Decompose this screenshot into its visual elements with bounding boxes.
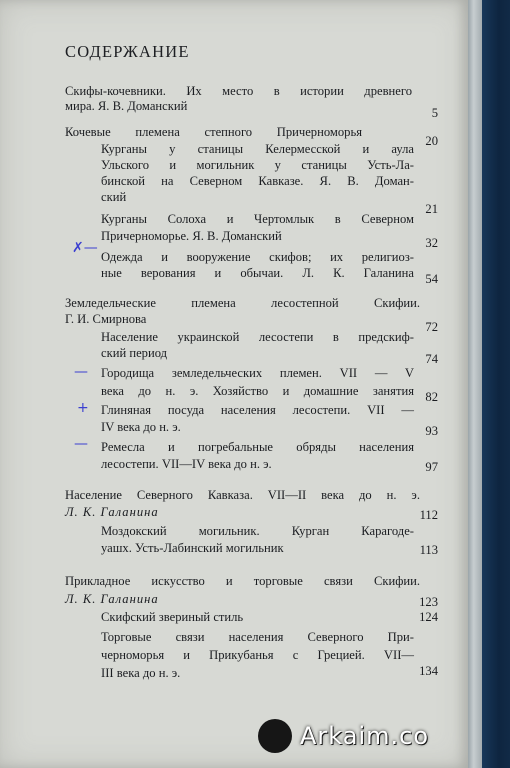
watermark [258,718,429,754]
pen-mark: — [74,436,88,452]
toc-page-number: 134 [419,664,438,678]
watermark-logo-icon [258,719,292,753]
toc-entry-text: уашх. Усть-Лабинский могильник [101,541,284,555]
toc-entry-text: века до н. э. Хозяйство и домашние занятия [101,384,414,398]
toc-entry-text: лесостепи. VII—IV века до н. э. [101,457,272,471]
toc-entry-text: Ремесла и погребальные обряды населения [101,440,414,454]
toc-entry-text: Одежда и вооружение скифов; их религиоз- [101,250,414,264]
toc-entry-text: мира. Я. В. Доманский [65,99,188,113]
toc-page-number: 74 [425,352,438,366]
toc-entry-text: Курганы у станицы Келермесской и аула [101,142,414,156]
toc-page-number: 112 [419,508,438,522]
toc-entry-text: Городища земледельческих племен. VII — V [101,366,414,380]
toc-entry-text: ский период [101,346,168,360]
toc-entry-text: Ульского и могильник у станицы Усть-Ла- [101,158,414,172]
toc-entry-text: Торговые связи населения Северного При- [101,630,414,644]
toc-page-number: 123 [419,595,438,609]
toc-page-number: 82 [425,390,438,404]
page-edge [468,0,482,768]
toc-entry-text: Скифский звериный стиль [101,610,244,624]
toc-entry-text: Курганы Солоха и Чертомлык в Северном [101,212,414,226]
toc-page-number: 124 [419,610,438,624]
toc-page-number: 20 [425,134,438,148]
toc-page-number: 97 [425,460,438,474]
pen-mark: — [74,364,88,380]
watermark-text: Arkaim.co [300,722,430,750]
toc-entry-text: Кочевые племена степного Причерноморья [65,125,362,139]
toc-entry-text: Прикладное искусство и торговые связи Скифии. [65,574,420,588]
toc-page-number: 32 [425,236,438,250]
toc-entry-text: Население украинской лесостепи в предскиф- [101,330,414,344]
toc-entry-text: Моздокский могильник. Курган Карагоде- [101,524,414,538]
toc-entry-text: ные верования и обычаи. Л. К. Галанина [101,266,414,280]
pen-mark: + [77,400,89,416]
toc-page-number: 5 [431,106,438,120]
toc-page-number: 113 [419,543,438,557]
pen-mark: ✗— [72,240,98,256]
toc-entry-text: Земледельческие племена лесостепной Скифии. [65,296,420,310]
toc-entry-text: бинской на Северном Кавказе. Я. В. Доман- [101,174,414,188]
page-title: СОДЕРЖАНИЕ [65,42,190,61]
toc-entry-text: Г. И. Смирнова [65,312,147,326]
toc-entry-text: Население Северного Кавказа. VII—II века до н. э. [65,488,420,502]
toc-entry-text: черноморья и Прикубанья с Грецией. VII— [101,648,414,662]
toc-entry-text: Глиняная посуда населения лесостепи. VII — [101,403,414,417]
toc-page-number: 54 [425,272,438,286]
toc-entry-text: ский [101,190,127,204]
toc-entry-text: Причерноморье. Я. В. Доманский [101,229,282,243]
toc-entry-text: IV века до н. э. [101,420,181,434]
toc-entry-text: III века до н. э. [101,666,181,680]
toc-entry-text: Скифы-кочевники. Их место в истории древнего [65,84,412,98]
toc-entry-author: Л. К. Галанина [65,592,159,606]
toc-page-number: 21 [425,202,438,216]
toc-page-number: 93 [425,424,438,438]
toc-entry-author: Л. К. Галанина [65,505,159,519]
toc-page-number: 72 [425,320,438,334]
book-cover [482,0,510,768]
